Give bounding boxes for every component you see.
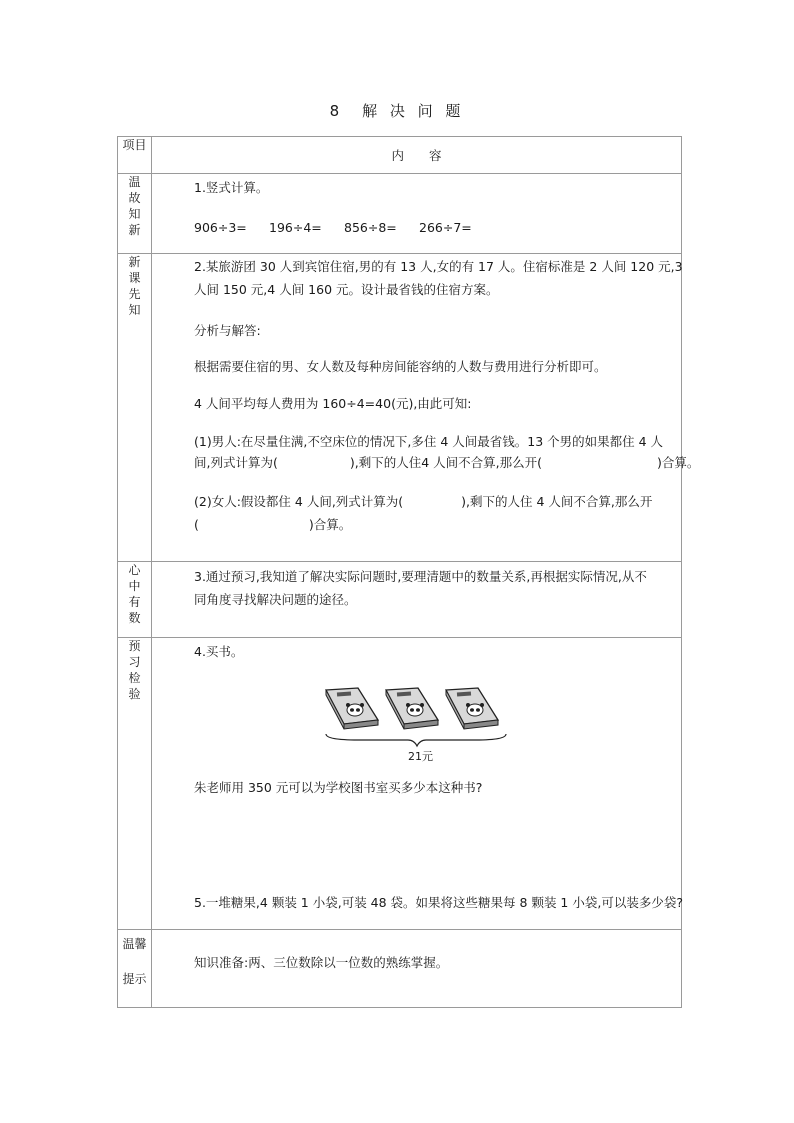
row-newlesson — [118, 254, 682, 562]
preview-label: 预习检验 — [128, 639, 141, 701]
review-content — [152, 174, 682, 254]
header-content-label: 内 容 — [391, 148, 442, 163]
preview-label-cell — [118, 638, 152, 930]
book-1 — [326, 688, 378, 729]
book-3 — [446, 688, 498, 729]
header-content-cell — [152, 137, 682, 174]
row-mind — [118, 562, 682, 638]
men-text-c: )合算。 — [657, 455, 700, 470]
price-label: 21元 — [408, 750, 433, 763]
preview-content — [152, 638, 682, 930]
worksheet-table — [117, 136, 700, 1008]
page-title: 8 解 决 问 题 — [329, 102, 465, 120]
men-text-b: ),剩下的人住4 人间不合算,那么开( — [349, 455, 542, 470]
review-label-cell — [118, 174, 152, 254]
newlesson-label-cell — [118, 254, 152, 562]
tips-label-line-2: 提示 — [122, 972, 147, 986]
question-4: 4.买书。 — [194, 644, 244, 659]
mind-label-cell — [118, 562, 152, 638]
women-text-b: ),剩下的人住 4 人间不合算,那么开 — [461, 494, 653, 509]
row-tips — [118, 930, 682, 1008]
question-3-line-1: 3.通过预习,我知道了解决实际问题时,要理清题中的数量关系,再根据实际情况,从不 — [194, 569, 647, 584]
tips-text: 知识准备:两、三位数除以一位数的熟练掌握。 — [194, 955, 449, 970]
header-item-label: 项目 — [122, 138, 147, 152]
women-text-a: (2)女人:假设都住 4 人间,列式计算为( — [194, 494, 404, 509]
header-label-cell — [118, 137, 152, 174]
newlesson-label: 新课先知 — [128, 255, 141, 317]
calc-1: 906÷3= — [194, 220, 247, 235]
analysis-para-2: 4 人间平均每人费用为 160÷4=40(元),由此可知: — [194, 396, 472, 411]
question-3-line-2: 同角度寻找解决问题的途径。 — [194, 592, 357, 607]
calc-3: 856÷8= — [344, 220, 397, 235]
calc-4: 266÷7= — [419, 220, 472, 235]
newlesson-content — [152, 254, 700, 562]
review-label: 温故知新 — [128, 175, 141, 237]
header-row — [118, 137, 682, 174]
men-line-1: (1)男人:在尽量住满,不空床位的情况下,多住 4 人间最省钱。13 个男的如果都住 4 人 — [194, 434, 664, 449]
question-2-line-1: 2.某旅游团 30 人到宾馆住宿,男的有 13 人,女的有 17 人。住宿标准是 2 人间 120 元,3 — [194, 259, 683, 274]
analysis-heading: 分析与解答: — [194, 323, 261, 338]
calc-2: 196÷4= — [269, 220, 322, 235]
analysis-para-1: 根据需要住宿的男、女人数及每种房间能容纳的人数与费用进行分析即可。 — [194, 359, 607, 374]
question-1: 1.竖式计算。 — [194, 180, 269, 195]
question-2-line-2: 人间 150 元,4 人间 160 元。设计最省钱的住宿方案。 — [194, 282, 499, 297]
tips-label-cell — [118, 930, 152, 1008]
mind-label: 心中有数 — [128, 563, 141, 625]
row-preview — [118, 638, 682, 930]
question-5: 5.一堆糖果,4 颗装 1 小袋,可装 48 袋。如果将这些糖果每 8 颗装 1 小袋,可以装多少袋? — [194, 895, 683, 910]
women-text-c: ( — [194, 517, 199, 532]
men-text-a: 间,列式计算为( — [194, 455, 278, 470]
question-4-text: 朱老师用 350 元可以为学校图书室买多少本这种书? — [194, 780, 483, 795]
women-line-1 — [194, 492, 652, 512]
books-image — [318, 682, 518, 752]
men-line-2 — [194, 453, 699, 473]
mind-content — [152, 562, 682, 638]
books-illustration — [152, 672, 682, 762]
tips-content — [152, 930, 682, 1008]
women-line-2 — [194, 515, 351, 535]
tips-label-line-1: 温馨 — [122, 937, 147, 951]
book-2 — [386, 688, 438, 729]
brace — [326, 734, 506, 746]
row-review — [118, 174, 682, 254]
women-text-d: )合算。 — [308, 517, 352, 532]
